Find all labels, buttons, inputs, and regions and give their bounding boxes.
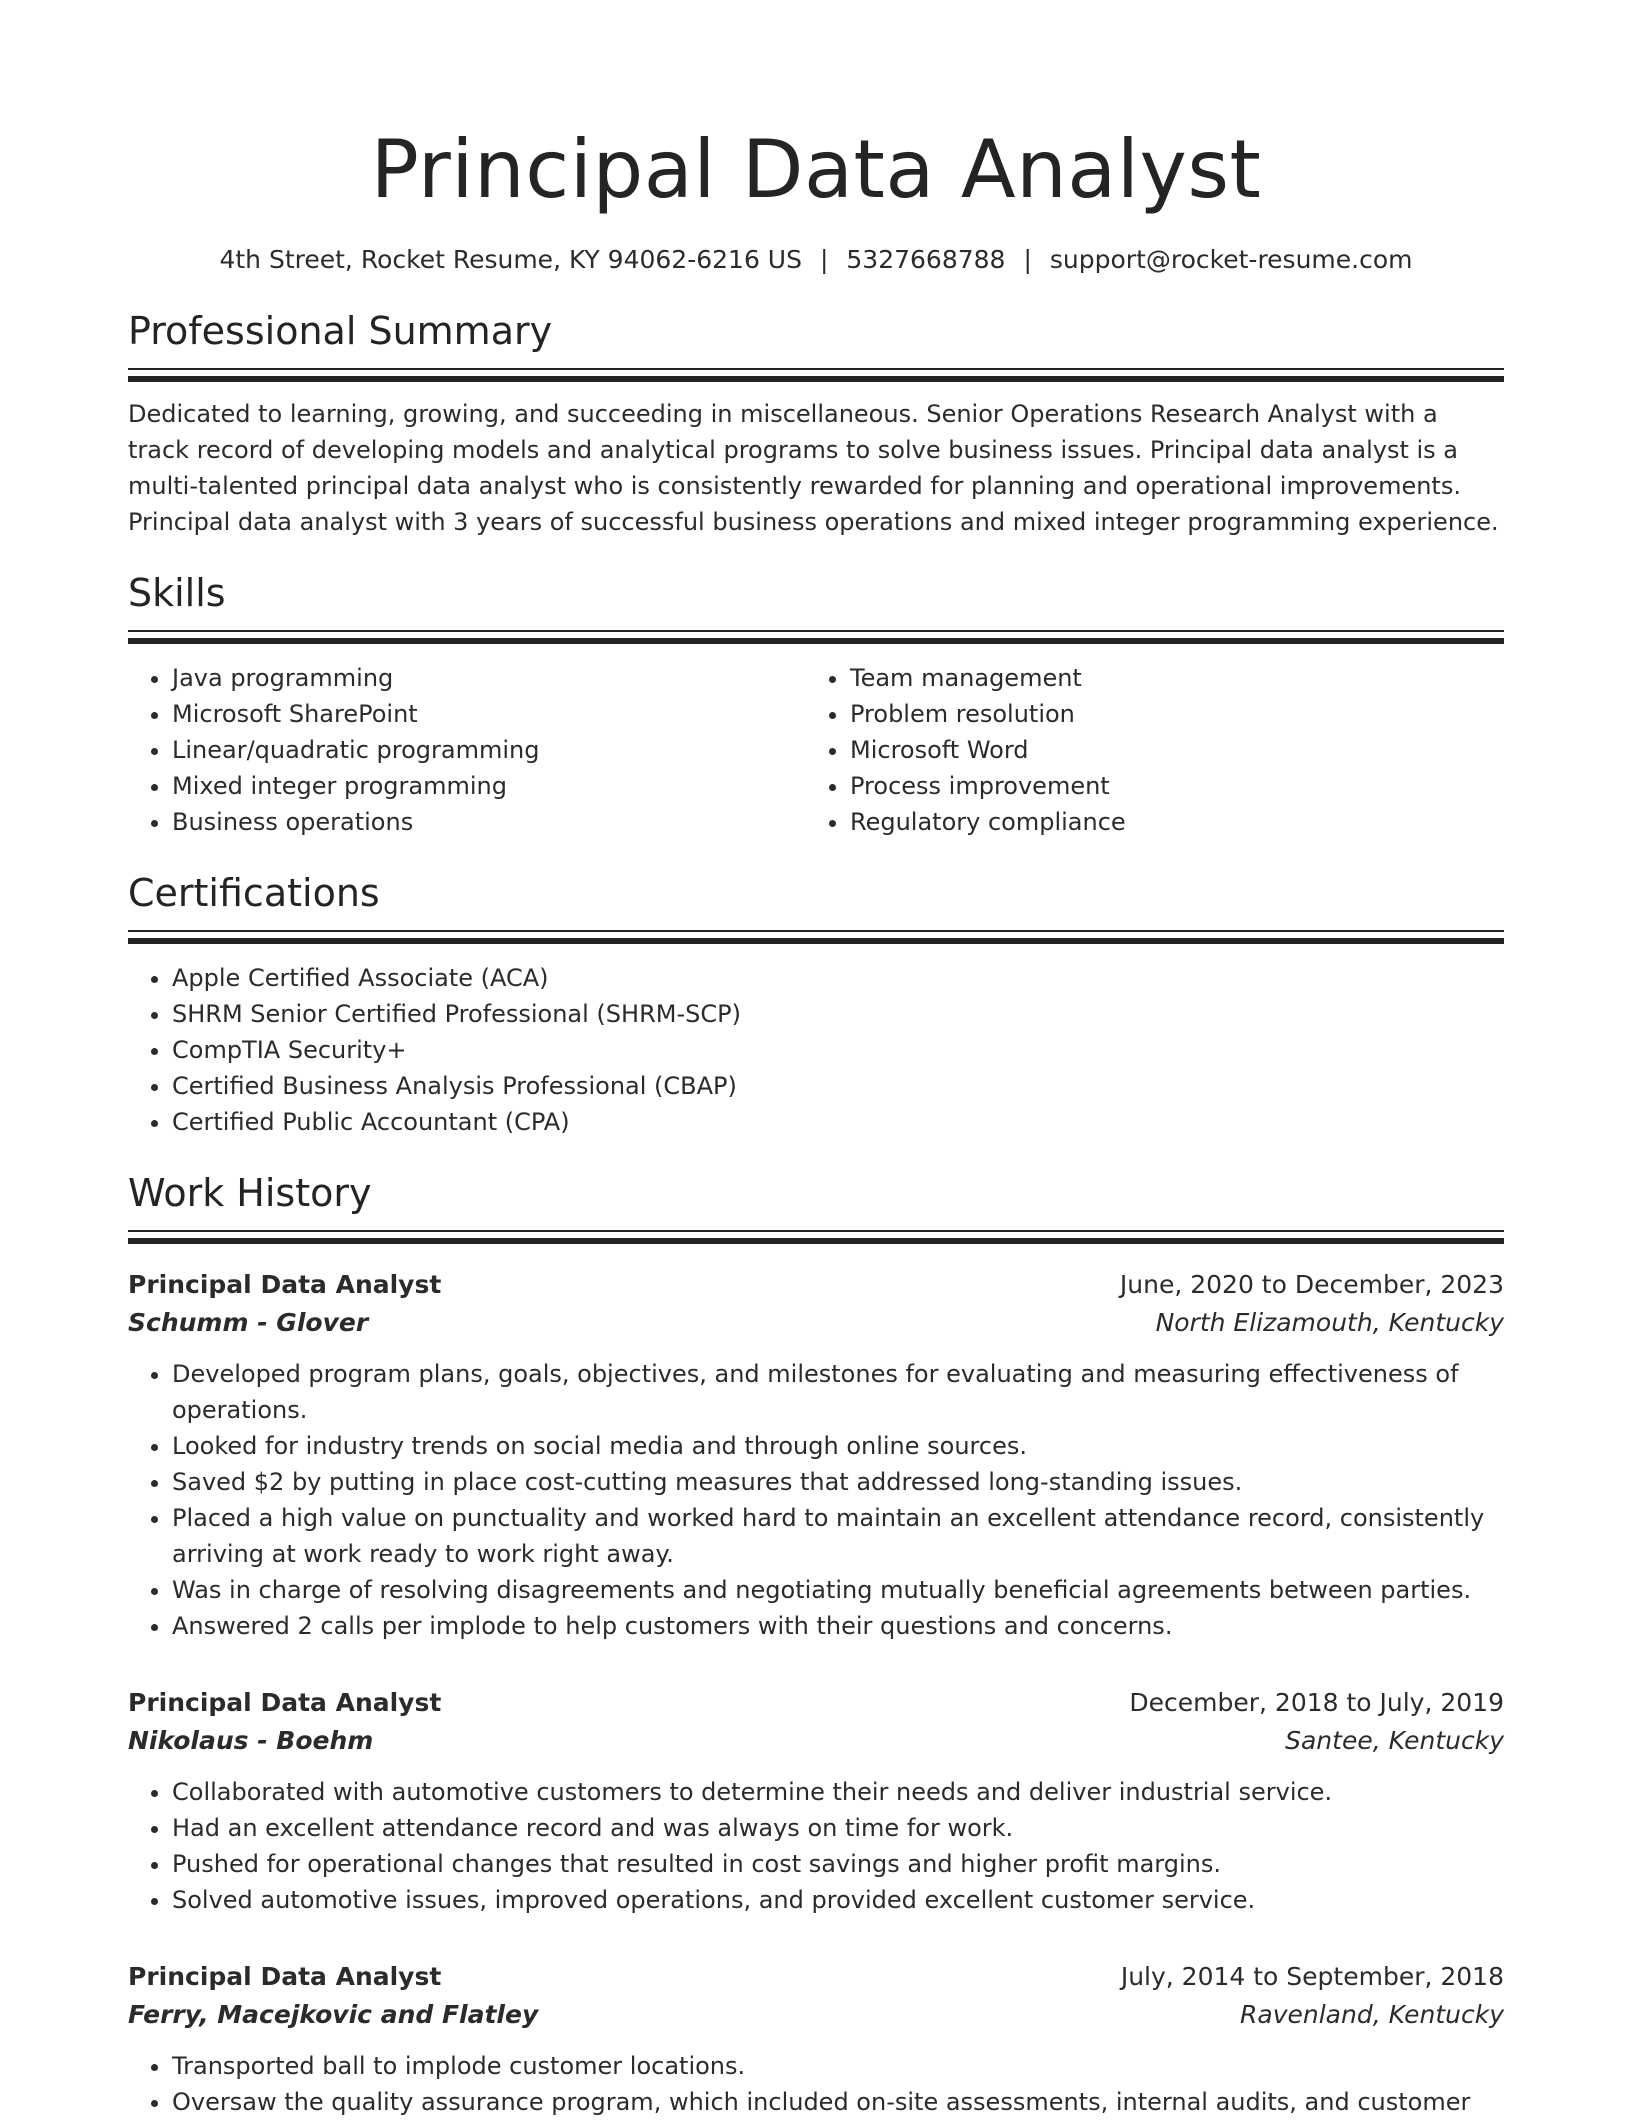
job-bullet: • Oversaw the quality assurance program, which included on-site assessments, internal audits, and customer — [172, 2084, 1504, 2120]
skill-item: • Mixed integer programming — [172, 768, 806, 804]
skill-item: • Process improvement — [850, 768, 1484, 804]
job-company: Ferry, Macejkovic and Flatley — [128, 2000, 539, 2029]
job-company: Nikolaus - Boehm — [128, 1726, 374, 1755]
job-bullet: • Answered 2 calls per implode to help customers with their questions and concerns. — [172, 1608, 1504, 1644]
summary-section — [128, 306, 1504, 540]
job-bullet: • Saved $2 by putting in place cost-cutting measures that addressed long-standing issues. — [172, 1464, 1504, 1500]
job-bullet: • Had an excellent attendance record and was always on time for work. — [172, 1810, 1504, 1846]
certifications-list — [128, 960, 1504, 1140]
contact-phone: 5327668788 — [846, 245, 1006, 274]
job-title: Principal Data Analyst — [128, 1962, 442, 1991]
contact-separator: | — [1023, 245, 1032, 274]
job-bullet: • Collaborated with automotive customers to determine their needs and deliver industrial service. — [172, 1774, 1504, 1810]
section-title-work-history: Work History — [128, 1171, 372, 1215]
job-entry — [128, 1684, 1504, 1918]
skill-item: • Regulatory compliance — [850, 804, 1484, 840]
job-bullet: • Solved automotive issues, improved operations, and provided excellent customer service. — [172, 1882, 1504, 1918]
job-bullet: • Transported ball to implode customer locations. — [172, 2048, 1504, 2084]
job-header-row — [128, 1684, 1504, 1722]
skills-list-left — [128, 660, 806, 840]
contact-line — [128, 242, 1504, 278]
resume-page — [128, 0, 1504, 2120]
job-title: Principal Data Analyst — [128, 1270, 442, 1299]
job-location: North Elizamouth, Kentucky — [1155, 1308, 1504, 1337]
section-title-certifications: Certifications — [128, 871, 380, 915]
job-dates: June, 2020 to December, 2023 — [1119, 1270, 1504, 1299]
job-entry — [128, 1958, 1504, 2120]
section-title-skills: Skills — [128, 571, 226, 615]
contact-email: support@rocket-resume.com — [1049, 245, 1413, 274]
skills-columns — [128, 660, 1504, 840]
certification-item: • Apple Certified Associate (ACA) — [172, 960, 1504, 996]
skills-section — [128, 568, 1504, 840]
skill-item: • Business operations — [172, 804, 806, 840]
job-header-row — [128, 1958, 1504, 1996]
job-header-row — [128, 1266, 1504, 1304]
job-company-row — [128, 1304, 1504, 1342]
work-history-section — [128, 1168, 1504, 2120]
job-company-row — [128, 1996, 1504, 2034]
section-divider — [128, 930, 1504, 944]
contact-separator: | — [819, 245, 829, 274]
job-bullet: • Pushed for operational changes that resulted in cost savings and higher profit margins. — [172, 1846, 1504, 1882]
certifications-section — [128, 868, 1504, 1140]
section-title-summary: Professional Summary — [128, 309, 553, 353]
certification-item: • Certified Business Analysis Professional (CBAP) — [172, 1068, 1504, 1104]
section-divider — [128, 1230, 1504, 1244]
certification-item: • Certified Public Accountant (CPA) — [172, 1104, 1504, 1140]
skill-item: • Microsoft Word — [850, 732, 1484, 768]
job-bullets — [128, 1774, 1504, 1918]
job-entry — [128, 1266, 1504, 1644]
skills-list-right — [806, 660, 1484, 840]
skill-item: • Microsoft SharePoint — [172, 696, 806, 732]
skill-item: • Java programming — [172, 660, 806, 696]
summary-text: Dedicated to learning, growing, and succeeding in miscellaneous. Senior Operations Research Analyst with a track record of developing models and analytical programs to solve business issues. Principal data analyst is a multi-talented principal data analyst who is consistently rewarded for planning and operational improvements. Principal data analyst with 3 years of successful business operations and mixed integer programming experience. — [128, 400, 1499, 536]
skill-item: • Problem resolution — [850, 696, 1484, 732]
certification-item: • SHRM Senior Certified Professional (SHRM-SCP) — [172, 996, 1504, 1032]
section-divider — [128, 368, 1504, 382]
job-bullet: • Developed program plans, goals, objectives, and milestones for evaluating and measuring effectiveness of operations. — [172, 1356, 1504, 1428]
job-bullet: • Looked for industry trends on social media and through online sources. — [172, 1428, 1504, 1464]
job-dates: July, 2014 to September, 2018 — [1120, 1962, 1504, 1991]
job-location: Ravenland, Kentucky — [1240, 2000, 1504, 2029]
job-bullet: • Placed a high value on punctuality and worked hard to maintain an excellent attendance record, consistently arriving at work ready to work right away. — [172, 1500, 1504, 1572]
job-dates: December, 2018 to July, 2019 — [1129, 1688, 1504, 1717]
section-divider — [128, 630, 1504, 644]
job-company: Schumm - Glover — [128, 1308, 369, 1337]
job-bullet: • Was in charge of resolving disagreements and negotiating mutually beneficial agreements between parties. — [172, 1572, 1504, 1608]
resume-name: Principal Data Analyst — [370, 123, 1262, 216]
certification-item: • CompTIA Security+ — [172, 1032, 1504, 1068]
job-location: Santee, Kentucky — [1285, 1726, 1504, 1755]
job-bullets — [128, 1356, 1504, 1644]
skill-item: • Team management — [850, 660, 1484, 696]
contact-address: 4th Street, Rocket Resume, KY 94062-6216 US — [219, 245, 802, 274]
skill-item: • Linear/quadratic programming — [172, 732, 806, 768]
job-company-row — [128, 1722, 1504, 1760]
job-bullets — [128, 2048, 1504, 2120]
job-title: Principal Data Analyst — [128, 1688, 442, 1717]
